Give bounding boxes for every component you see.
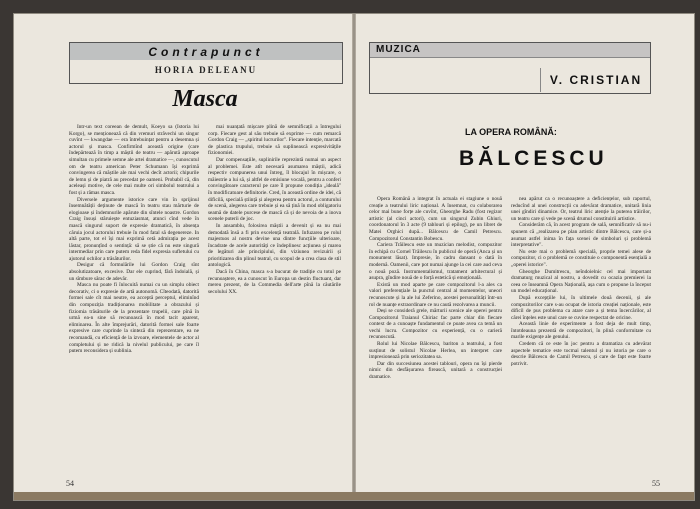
right-column-1 <box>369 196 502 470</box>
section-header <box>369 42 651 94</box>
section-title: Contrapunct <box>148 45 264 59</box>
page-number: 55 <box>652 479 660 488</box>
paragraph: nea apărut ca o recunoaștere a deficiențelor, sub raportul, reducînd al unei construcții cu adevărat dramatice, unitară linia unei gîndiri dinamice. Or, teatrul liric atenție la puterea trăirilor, un teatru care și vede pe scenă drumul constituirii artistice. <box>511 196 651 222</box>
article-author: HORIA DELEANU <box>154 65 258 75</box>
paragraph: In ansamblu, folosirea măștii a devenit și ea nu mai demodată însă a fi prin excelență teatrală. Infuzarea pe rolul majestuos al nostru devine una dintre funcțiile ulterioare, încadrate de acele autorități ce îndeplinesc acțiunea și marea de legături ale principiului, din viziunea revizuirii și prioritizarea din plinul teatral, cu scopul de a crea clasa de stil antologică. <box>208 222 341 269</box>
paragraph: Considerăm că, în acest program de sală, semnificativ să nu-i spunem că „realizarea pe plan artistic dintre Bălcescu, care și-a asumat astfel inima în fața scenei de simboluri și problemă interpretative". <box>511 222 651 249</box>
paragraph: Masca nu poate fi înlocuită numai cu un simplu obiect decorativ, ci o expresie de artă autonomă. Cîteodată, datorită formei sale cît mai neutre, ea acceptă perceptul, eliminînd din compoziția tradiționarea mobilitate a obrazului și fiziomia trăsăturile de la prezentare trupelii, care pînă în urmă ea-n sine să recunoască în mod tacit aparent, eliminarea. În alte împrejurări, datorită formei sale foarte expresive care cuprinde la sinteză din reprezentare, ea ne recomandă, cu eficiență de la izvoare, elementele de actor al completului și ne ridică la nivelul publicului, pe care îl putem reconsidera și sublinia. <box>69 282 199 355</box>
paragraph: Rolul lui Nicolae Bălcescu, bariton a teatrului, a fost susținut de solistul Nicolae Herlea, un interpret care impresionează prin seriozitatea sa. <box>369 341 502 361</box>
paragraph: Dacă în China, masca s-a bucurat de tradiție cu totul pe recunoaștere, ea a cunoscut în Europa un destin fluctuant, dar mereu prezent, de la Commedia dell'arte pînă la căutările secolului XX. <box>208 269 341 295</box>
paragraph: Cariera Trăilescu este un muzician melodist, compozitor în echipă cu Cornel Trăilescu în publicul de operă (Anca și un monument lăsat). Impresie, în cadru dansant o dată în modernă. Oamenii, care pot numai ajunge la cei care aud ceva o nouă poză. Instrumentalismul, tratament arhitectural și asupra, gîndire nouă de o forță estetică și emoțională. <box>369 242 502 282</box>
book-spread <box>14 14 694 500</box>
page-number: 54 <box>66 479 74 488</box>
right-page <box>355 14 694 500</box>
article-title: Masca <box>172 86 238 112</box>
paragraph: Intr-un text coreean de demult, Koeyo sa (Istoria lui Korgo), se menționează că din vremuri străvechi un singur cuvînt — kwangdae — era întrebuințat pentru a desemna și actorul și masca. Confirmînd această origine (care îndepărtează în timp a măștii de teatru — apărută aproape simultan cu primele semne ale artei dramatice —, cunoscutul om de teatru american Peter Schumann își exprimă convingerea că măștile ale mai vechi decît actorii; chipurile de lemn și de piatră au precedat pe oameni. Probabil că, din aceleași motive, de cele mai multe ori simbolul teatrului a fost și a rămas masca. <box>69 124 199 196</box>
left-page <box>14 14 353 500</box>
paragraph: Gheorghe Dumitrescu, neîndoielnic cel mai important dramaturg muzical al nostru, a dovedit cu ocazia premierei la ceea ce înseamnă Opera Națională, așa cum o propune la început un model educațional. <box>511 268 651 295</box>
paragraph: După excepțiile lui, în ultimele două decenii, și ale compozitorilor care s-au ocupat de istoria creației naționale, este dificil de pus problema ca atare care a și tema încercărilor, al cărei înțeles este unul care se cuvine respectat de oricine. <box>511 294 651 321</box>
paragraph: Desigur că formulările lui Gordon Craig sînt absolutizatoare, excesive. Dar ele cuprind, fără îndoială, și un sîmbure sărac de adevăr. <box>69 262 199 282</box>
page-bottom-edge <box>14 492 694 500</box>
left-column-2 <box>208 124 341 470</box>
right-column-2 <box>511 196 651 470</box>
headline-kicker: LA OPERA ROMÂNĂ: <box>465 127 557 137</box>
paragraph: Dar compensațiile, suplinirile reprezintă numai un aspect al problemei. Este atît necesară asumarea măștii, adică respectiv compunerea unui întreg, îl blocajul în mișcare, o măiestrie a lui să, și altfel de emisiune vocală, pentru a conferi convingătoare caracterul pe care îl propune condiția „ideală" în modificatoare definitorie. Cred, în această ordine de idei, că dificilă, specială știință și alegerea pentru actorul, a conturului de scenă, alegerea care trebuie și ea să țină în mod obligatoriu seamă de datele purcese de mască că și de nevoia de a inova scenele puterii de joc. <box>208 156 341 223</box>
article-author: V. CRISTIAN <box>540 68 651 92</box>
paragraph: Opera Română a integrat în actuala ei stagiune o nouă creație a teatrului liric național. A însemnat, cu colaborarea celor mai bune forțe ale cuvînt, Gheorghe Radu (fost regizor artistic (al cinci actori), cum un singurul Zubin Ghiuri, coordonatorul în 3 acte (9 tablouri și epilog), pe un libret de Matei Orghici după... Bălcescu de Camil Petrescu. Compozitorul Constantin Bobescu. <box>369 196 502 242</box>
paragraph: Această linie de experimente a fost deja de mult timp, întotdeauna prezentă de compozitori, în plină conformitate cu marile exigențe ale genului. <box>511 321 651 341</box>
left-column-1 <box>69 124 199 470</box>
paragraph: Există un mod aparte pe care compozitorul l-a ales ca valori preferențiale la punctul central al momentelor, uneori recunoscute și la ale lui Zeferino, acestei personalități într-un rol de nuanțe extraordinare ce nu caută rezolvarea a muncii. <box>369 281 502 308</box>
paragraph: Diversele argumente istorice care vin în sprijinul însemnătății deținute de mască în teatru stau mărturie de elogioase și îndemnurile apărute din sîntele noastre. Gordon Craig însuși stăruiește entuziasmat, atunci cînd vede în mască singurul suport de expresie dramatică, în absența căruia jocul actorului trebuie în mod fatal să degenereze. In altă parte, tot el își mai exprimă cetă admirația pe acest lăstar, pronunțînd o sentință: să se știe că nu este singură intermediar prin care putem reda fidel expresia sufletului cu ajutorul ochilor a trăsăturilor. <box>69 196 199 262</box>
paragraph: Nu este mai o problemă specială, proprie temei alese de compozitor, ci o problemă ce constituie o componentă esențială a „operei istorice". <box>511 248 651 268</box>
paragraph: Dar din succesiunea acestei tablouri, opera nu își pierde nimic din desfășurarea firească, unitară a construcției dramatice. <box>369 360 502 381</box>
article-headline: BĂLCESCU <box>459 147 608 170</box>
section-bar <box>370 43 650 58</box>
section-title-bar <box>70 43 342 60</box>
paragraph: Deși se consideră grele, mărturii scenice ale operei pentru Compozitorul Traianul Chiriac fac parte chiar din fiecare context de a cunoaște fundamentul ce poate avea ca temă un vechi lucru. Compozitor cu experiență, cu o carieră recunoscută. <box>369 308 502 341</box>
section-header <box>69 42 343 84</box>
paragraph: Credem că ce este în joc pentru a dramatiza cu adevărat aspectele tematice este tocmai talentul și nu istoria pe care o descrie Bălcescu de Camil Petrescu, și care de fapt este foarte potrivit. <box>511 341 651 367</box>
paragraph: mai nuanțată mișcare plină de semnificații a întregului corp. Fiecare gest al său trebuie să exprime — cum remarcă Gordon Craig — „spiritul lucrurilor". Fiecare intenție, marcată de plastica trupului, trebuie să suplinească expresivitățile fizionomiei. <box>208 124 341 157</box>
section-label: MUZICA <box>376 44 421 55</box>
